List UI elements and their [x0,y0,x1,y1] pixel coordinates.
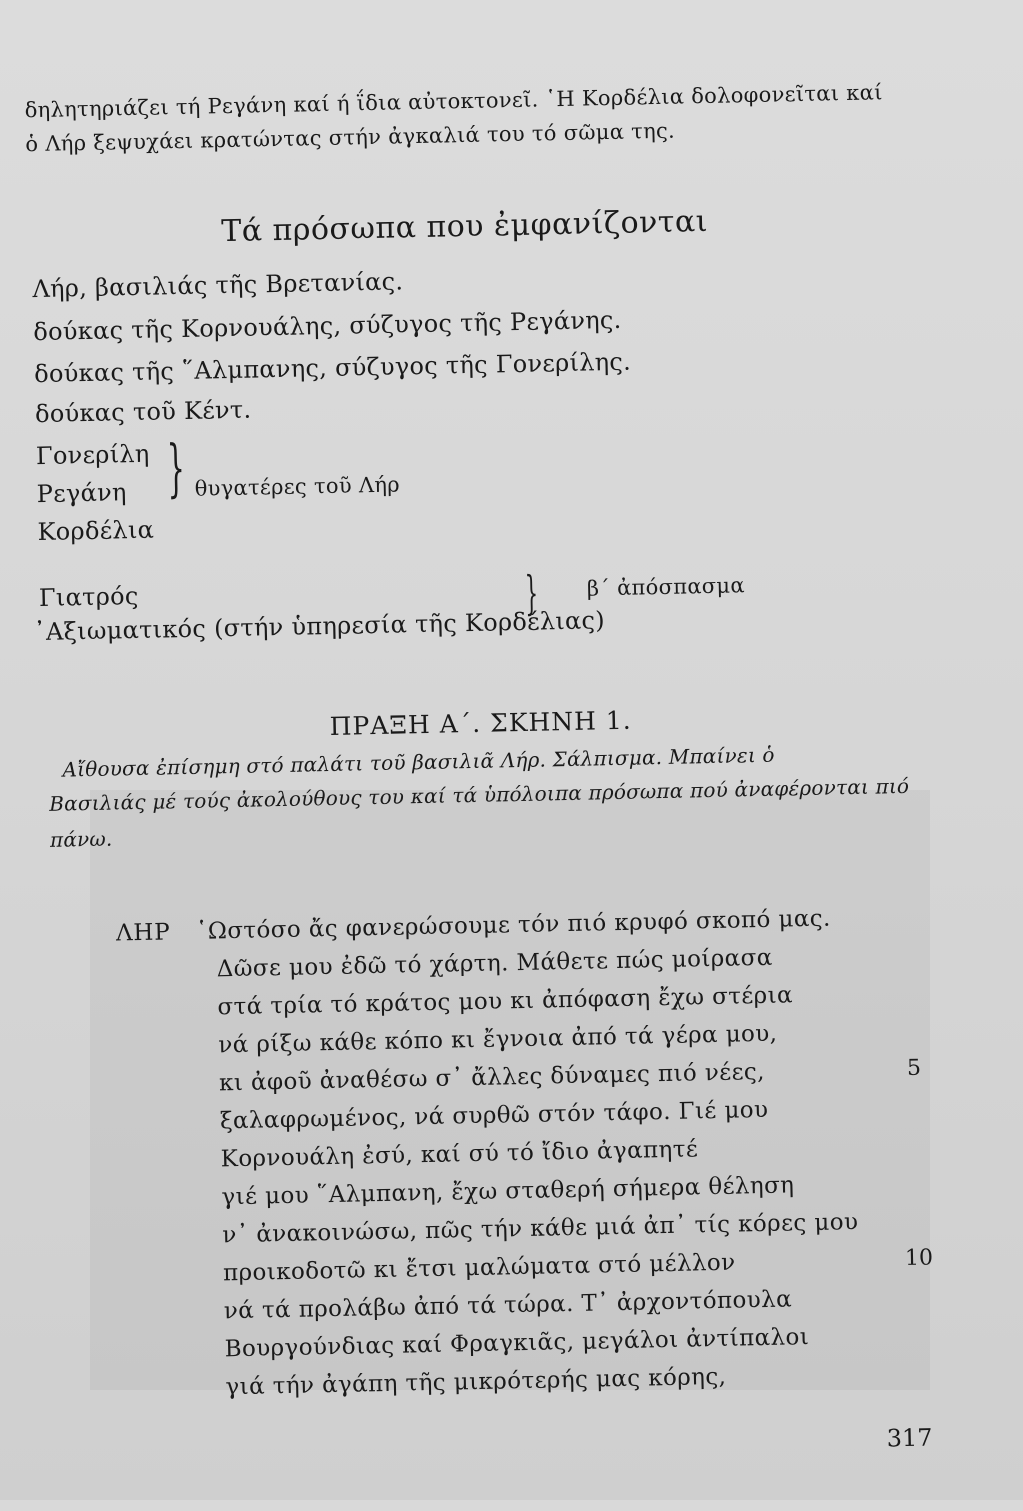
speaker-name: ΛΗΡ [115,919,171,947]
verse-line: στά τρία τό κράτος μου κι ἀπόφαση ἔχω στέρια [217,982,794,1021]
verse-line: κι ἀφοῦ ἀναθέσω σ᾿ ἄλλες δύναμες πιό νέες, [218,1058,766,1097]
cast-item: δούκας τοῦ Κέντ. [34,395,252,429]
fragment-label: β΄ ἀπόσπασμα [586,573,746,601]
stage-direction-line: Βασιλιάς μέ τούς ἀκολούθους του καί τά ὑπόλοιπα πρόσωπα πού ἀναφέρονται πιό [48,773,910,816]
stage-direction-line: πάνω. [49,826,113,852]
verse-line: προικοδοτῶ κι ἔτσι μαλώματα στό μέλλον [222,1249,736,1287]
right-brace-icon: } [524,565,539,620]
page-number: 317 [886,1423,933,1453]
verse-line: γιά τήν ἀγάπη τῆς μικρότερής μας κόρης, [225,1363,727,1401]
right-brace-icon: } [166,430,186,505]
verse-line: ῾Ωστόσο ἄς φανερώσουμε τόν πιό κρυφό σκοπό μας. [195,905,831,945]
verse-line: γιέ μου ῞Αλμπανη, ἔχω σταθερή σήμερα θέληση [221,1172,795,1211]
verse-line: νά ρίξω κάθε κόπο κι ἔγνοια ἀπό τά γέρα μου, [218,1020,778,1059]
fragment-name: ᾿Αξιωματικός (στήν ὑπηρεσία τῆς Κορδέλιας) [33,606,606,647]
daughter-name: Γονερίλη [35,439,150,471]
cast-item: δούκας τῆς ῞Αλμπανης, σύζυγος τῆς Γονερίλης. [33,347,632,389]
line-number: 5 [906,1055,922,1081]
verse-line: Δῶσε μου ἐδῶ τό χάρτη. Μάθετε πώς μοίρασα [216,944,773,983]
intro-line: δηλητηριάζει τή Ρεγάνη καί ή ΐδια αὐτοκτονεῖ. ῾Η Κορδέλια δολοφονεῖται καί [24,80,883,123]
cast-item: δούκας τῆς Κορνουάλης, σύζυγος τῆς Ρεγάνης. [33,305,622,347]
act-heading: ΠΡΑΞΗ Α΄. ΣΚΗΝΗ 1. [329,705,633,741]
daughters-label: θυγατέρες τοῦ Λήρ [194,472,401,501]
line-number: 10 [904,1245,934,1272]
verse-line: Βουργούνδιας καί Φραγκιᾶς, μεγάλοι ἀντίπαλοι [224,1324,810,1363]
daughter-name: Ρεγάνη [36,478,127,509]
verse-line: ξαλαφρωμένος, νά συρθῶ στόν τάφο. Γιέ μου [219,1096,769,1135]
cast-heading: Τά πρόσωπα που ἐμφανίζονται [220,203,709,250]
verse-line: νά τά προλάβω ἀπό τά τώρα. Τ᾿ ἀρχοντόπουλα [223,1286,793,1325]
intro-line: ὁ Λήρ ξεψυχάει κρατώντας στήν ἀγκαλιά του τό σῶμα της. [25,118,676,157]
verse-line: ν᾿ ἀνακοινώσω, πῶς τήν κάθε μιά ἀπ᾿ τίς κόρες μου [222,1209,859,1249]
daughter-name: Κορδέλια [37,515,155,547]
verse-line: Κορνουάλη ἐσύ, καί σύ τό ἴδιο ἀγαπητέ [220,1136,699,1173]
fragment-name: Γιατρός [38,581,139,613]
stage-direction-line: Αἴθουσα ἐπίσημη στό παλάτι τοῦ βασιλιᾶ Λήρ. Σάλπισμα. Μπαίνει ὁ [62,742,775,782]
cast-item: Λήρ, βασιλιάς τῆς Βρετανίας. [32,267,404,304]
